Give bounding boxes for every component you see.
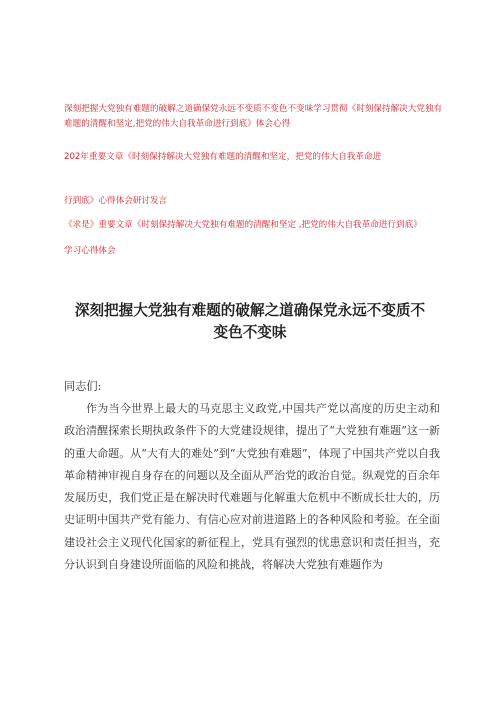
salutation: 同志们: bbox=[64, 380, 102, 393]
document-title bbox=[60, 300, 440, 344]
related-article-link[interactable]: 学习心得体会 bbox=[64, 246, 116, 256]
document-title-line: 变色不变味 bbox=[213, 324, 287, 341]
related-article-link[interactable]: 《求是》重要文章《时刻保持解决大党独有难题的清醒和坚定 ,把党的伟大自我革命进行到底》 bbox=[64, 220, 422, 230]
related-article-link[interactable]: 202年重要文章《时刻保持解决大党独有难题的清醒和坚定，把党的伟大自我革命进 bbox=[64, 152, 382, 162]
document-title-line: 深刻把握大党独有难题的破解之道确保党永远不变质不 bbox=[74, 302, 426, 319]
body-paragraph: 作为当今世界上最大的马克思主义政党,中国共产党以高度的历史主动和政治清醒探索长期执政条件下的大党建设规律，提出了“大党独有难题”这一新的重大命题。从“大有大的难处”到“大党独有难题”，体现了中国共产党以自我革命精神审视自身存在的问题以及全面从严治党的政治自觉。纵观党的百余年发展历史，我们党正是在解决时代难题与化解重大危机中不断成长壮大的，历史证明中国共产党有能力、有信心应对前进道路上的各种风险和考验。在全面建设社会主义现代化国家的新征程上，党具有强烈的忧患意识和责任担当，充分认识到自身建设所面临的风险和挑战，将解决大党独有难题作为 bbox=[64, 402, 440, 572]
related-article-link[interactable]: 行到底》心得体会研讨发言 bbox=[64, 196, 168, 206]
related-article-link[interactable]: 深刻把握大党独有难题的破解之道确保党永远不变质不变色不变味学习贯彻《时刻保持解决大党独有难题的清醒和坚定,把党的伟大自我革命进行到底》体会心得 bbox=[64, 104, 443, 129]
